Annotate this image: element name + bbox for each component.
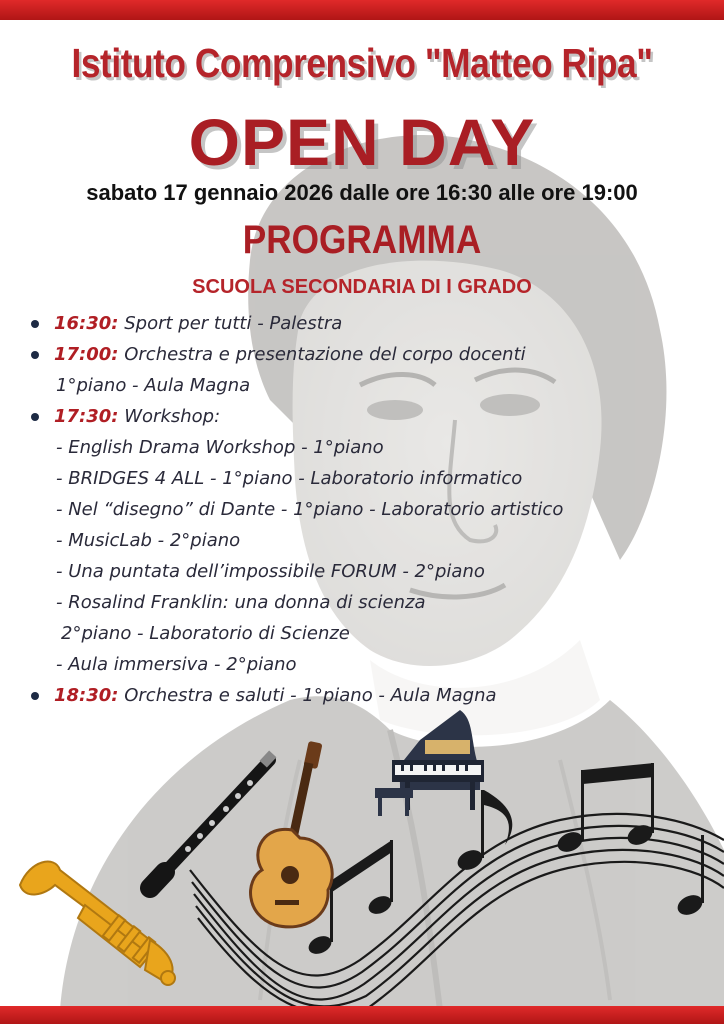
item-time: 17:00: xyxy=(54,344,119,365)
item-time: 18:30: xyxy=(54,685,119,706)
workshop-item: - Aula immersiva - 2°piano xyxy=(56,654,297,675)
school-subtitle: SCUOLA SECONDARIA DI I GRADO xyxy=(192,276,532,298)
workshop-item: - Una puntata dell’impossibile FORUM - 2°piano xyxy=(56,561,485,582)
workshop-item: - MusicLab - 2°piano xyxy=(56,530,241,551)
workshop-item: - Nel “disegno” di Dante - 1°piano - Laboratorio artistico xyxy=(56,499,564,520)
item-text: Orchestra e presentazione del corpo docenti xyxy=(124,344,526,365)
music-notes-icon xyxy=(306,763,706,957)
item-time: 16:30: xyxy=(54,313,119,334)
item-text: Workshop: xyxy=(124,406,221,427)
clarinet-icon xyxy=(150,750,276,888)
event-date: sabato 17 gennaio 2026 dalle ore 16:30 alle ore 19:00 xyxy=(86,180,638,205)
bottom-bar xyxy=(0,1006,724,1024)
institute-title: Istituto Comprensivo "Matteo Ripa" xyxy=(71,40,653,86)
item-continuation: 1°piano - Aula Magna xyxy=(56,375,251,396)
item-text: Orchestra e saluti - 1°piano - Aula Magna xyxy=(124,685,497,706)
workshop-item: - English Drama Workshop - 1°piano xyxy=(56,437,384,458)
event-title: OPEN DAY xyxy=(188,105,536,179)
workshop-item: - BRIDGES 4 ALL - 1°piano - Laboratorio informatico xyxy=(56,468,523,489)
item-text: Sport per tutti - Palestra xyxy=(124,313,343,334)
piano-icon xyxy=(375,710,484,816)
item-time: 17:30: xyxy=(54,406,119,427)
workshop-item: - Rosalind Franklin: una donna di scienza xyxy=(56,592,426,613)
program-heading: PROGRAMMA xyxy=(242,218,482,262)
workshop-item-continuation: 2°piano - Laboratorio di Scienze xyxy=(61,623,350,644)
